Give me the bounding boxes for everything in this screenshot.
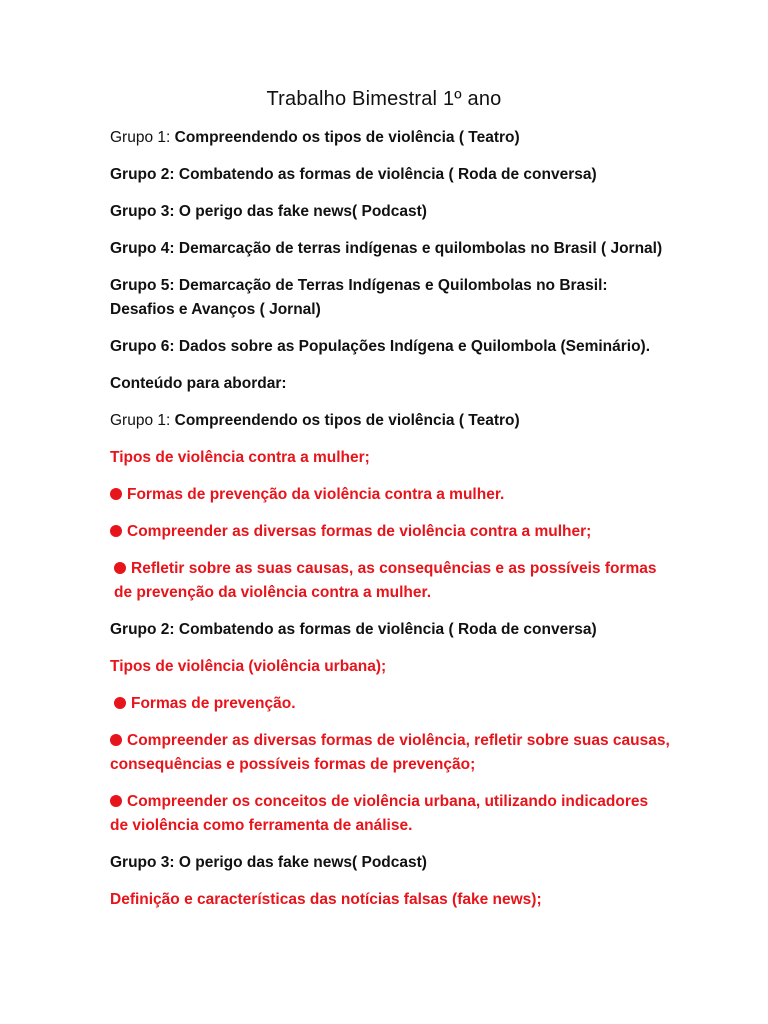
- bullet-text: Compreender as diversas formas de violência, refletir sobre suas causas, consequências e possíveis formas de prevenção;: [110, 732, 670, 773]
- red-circle-bullet-icon: [114, 697, 126, 709]
- group-1-line: [110, 126, 670, 150]
- section-2-bullet: [110, 692, 670, 716]
- group-5-line: Grupo 5: Demarcação de Terras Indígenas e Quilombolas no Brasil: Desafios e Avanços ( Jornal): [110, 277, 608, 318]
- section-1-bullet: [110, 483, 670, 507]
- content-heading: Conteúdo para abordar:: [110, 375, 287, 392]
- bullet-text: Compreender as diversas formas de violência contra a mulher;: [127, 523, 592, 540]
- group-6-line: Grupo 6: Dados sobre as Populações Indígena e Quilombola (Seminário).: [110, 338, 651, 355]
- section-3-heading: Grupo 3: O perigo das fake news( Podcast): [110, 854, 427, 871]
- red-circle-bullet-icon: [110, 488, 122, 500]
- group-1-title: Compreendendo os tipos de violência ( Teatro): [174, 129, 520, 146]
- red-circle-bullet-icon: [114, 562, 126, 574]
- red-circle-bullet-icon: [110, 795, 122, 807]
- section-1-bullet: [110, 557, 670, 605]
- section-2-intro: Tipos de violência (violência urbana);: [110, 658, 387, 675]
- bullet-text: Formas de prevenção.: [131, 695, 296, 712]
- document-title: Trabalho Bimestral 1º ano: [266, 88, 502, 110]
- bullet-text: Refletir sobre as suas causas, as consequências e as possíveis formas de prevenção da violência contra a mulher.: [114, 560, 657, 601]
- section-2-bullet: [110, 790, 670, 838]
- section-1-prefix: Grupo 1:: [110, 412, 175, 429]
- red-circle-bullet-icon: [110, 525, 122, 537]
- document-body: [110, 126, 670, 925]
- group-2-line: Grupo 2: Combatendo as formas de violência ( Roda de conversa): [110, 166, 597, 183]
- section-3-intro: Definição e características das notícias falsas (fake news);: [110, 891, 542, 908]
- section-1-heading: [110, 409, 670, 433]
- bullet-text: Formas de prevenção da violência contra a mulher.: [127, 486, 505, 503]
- group-1-prefix: Grupo 1:: [110, 129, 175, 146]
- section-1-intro: Tipos de violência contra a mulher;: [110, 449, 370, 466]
- section-1-title: Compreendendo os tipos de violência ( Teatro): [174, 412, 520, 429]
- red-circle-bullet-icon: [110, 734, 122, 746]
- section-1-bullet: [110, 520, 670, 544]
- section-2-bullet: [110, 729, 670, 777]
- group-3-line: Grupo 3: O perigo das fake news( Podcast): [110, 203, 427, 220]
- bullet-text: Compreender os conceitos de violência urbana, utilizando indicadores de violência como ferramenta de análise.: [110, 793, 649, 834]
- group-4-line: Grupo 4: Demarcação de terras indígenas e quilombolas no Brasil ( Jornal): [110, 240, 663, 257]
- section-2-heading: Grupo 2: Combatendo as formas de violência ( Roda de conversa): [110, 621, 597, 638]
